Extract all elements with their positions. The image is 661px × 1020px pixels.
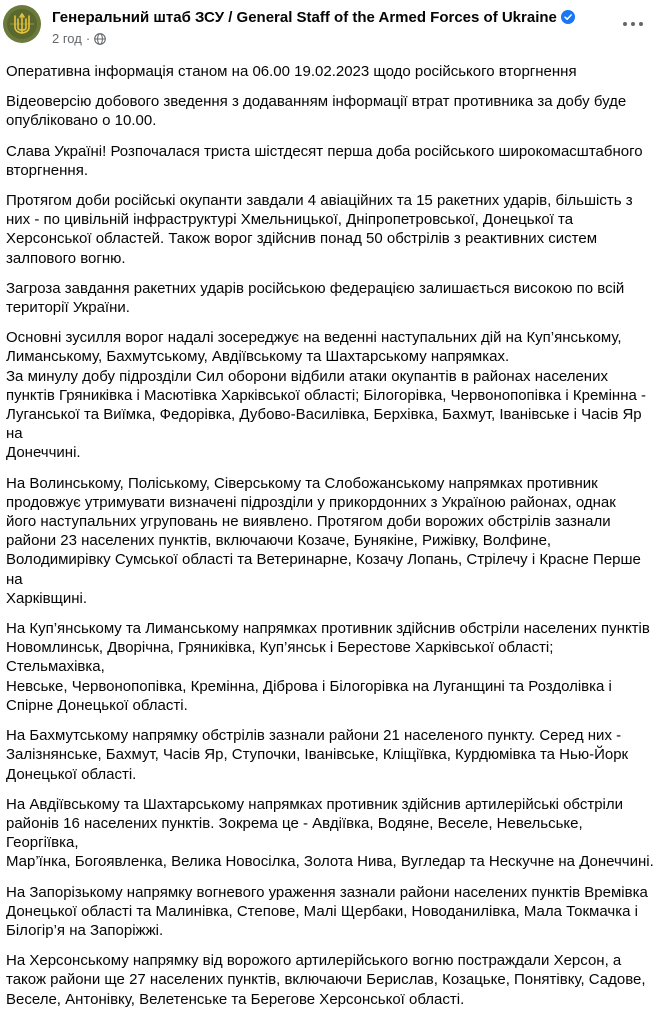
post-line: Слава Україні! Розпочалася триста шістдесят перша доба російського широкомасштабного (6, 142, 643, 160)
post-paragraph (6, 726, 654, 784)
post-line: районів 16 населених пунктів. Зокрема це - Авдіївка, Водяне, Веселе, Невельське, Георгіївка, (6, 814, 583, 852)
post-line: Веселе, Антонівку, Велетенське та Берегове Херсонської області. (6, 990, 465, 1008)
post-paragraph (6, 142, 654, 180)
post-line: На Запорізькому напрямку вогневого ураження зазнали райони населених пунктів Времівка (6, 883, 648, 901)
post-line: Луганської та Виїмка, Федорівка, Дубово-Василівка, Берхівка, Бахмут, Іванівське і Часів Яр на (6, 406, 642, 443)
post-line: райони 23 населених пунктів, включаючи Козаче, Бунякіне, Рижівку, Волфине, (6, 532, 552, 550)
post-line: Новомлинськ, Дворічна, Гряниківка, Куп’янськ і Берестове Харківської області; Стельмахівка, (6, 639, 554, 676)
post-paragraph (6, 92, 654, 130)
meta-separator: · (85, 31, 91, 46)
trident-emblem-icon (3, 5, 41, 43)
post-paragraph (6, 883, 654, 941)
post-meta (52, 31, 106, 47)
post-text (6, 62, 654, 1020)
post-line: Лиманському, Бахмутському, Авдіївському та Шахтарському напрямках. (6, 348, 510, 366)
post-line: На Авдіївському та Шахтарському напрямках противник здійснив артилерійські обстріли (6, 795, 624, 813)
post-line: Загроза завдання ракетних ударів російською федерацією залишається високою по всій (6, 279, 625, 297)
post-line: Володимирівку Сумської області та Ветеринарне, Козачу Лопань, Стрілечу і Красне Перше на (6, 551, 641, 588)
post-line: На Куп’янському та Лиманському напрямках противник здійснив обстріли населених пунктів (6, 620, 650, 638)
post-paragraph (6, 474, 654, 608)
post-line: території України. (6, 299, 130, 317)
post-paragraph (6, 62, 654, 81)
post-paragraph (6, 951, 654, 1009)
verified-icon (561, 10, 575, 24)
post-line: На Волинському, Поліському, Сіверському та Слобожанському напрямках противник (6, 474, 598, 492)
post-paragraph (6, 328, 654, 462)
post-paragraph (6, 191, 654, 268)
post-line: Донеччині. (6, 444, 81, 462)
page-name-link[interactable] (52, 9, 575, 27)
post-line: залпового вогню. (6, 249, 126, 267)
post-line: За минулу добу підрозділи Сил оборони відбили атаки окупантів в районах населених (6, 367, 608, 385)
post-header (0, 0, 661, 56)
more-options-icon[interactable] (618, 14, 648, 34)
post-line: Білогір’я на Запоріжжі. (6, 921, 164, 939)
page-name[interactable]: Генеральний штаб ЗСУ / General Staff of the Armed Forces of Ukraine (52, 9, 557, 26)
post-timestamp[interactable]: 2 год (52, 31, 82, 46)
page-avatar[interactable] (3, 5, 41, 43)
post-line: Оперативна інформація станом на 06.00 19.02.2023 щодо російського вторгнення (6, 63, 577, 80)
post-line: Спірне Донецької області. (6, 696, 188, 714)
post-line: них - по цивільній інфраструктурі Хмельницької, Дніпропетровської, Донецької та (6, 211, 574, 229)
post-line: Невське, Червонопопівка, Кремінна, Діброва і Білогорівка на Луганщині та Роздолівка і (6, 677, 612, 695)
post-line: Залізнянське, Бахмут, Часів Яр, Ступочки, Іванівське, Кліщіївка, Курдюмівка та Нью-Йорк (6, 746, 629, 764)
post-line: Донецької області. (6, 765, 137, 783)
post-line: продовжує утримувати визначені підрозділи у прикордонних з Україною районах, однак (6, 493, 616, 511)
post-line: Харківщині. (6, 589, 88, 607)
post-line: опубліковано о 10.00. (6, 112, 157, 130)
post-line: На Бахмутському напрямку обстрілів зазнали райони 21 населеного пункту. Серед них - (6, 727, 622, 745)
post-line: Херсонської областей. Також ворог здійснив понад 50 обстрілів з реактивних систем (6, 230, 598, 248)
post-paragraph (6, 795, 654, 872)
globe-icon[interactable] (94, 33, 106, 45)
post-line: пунктів Гряниківка і Масютівка Харківської області; Білогорівка, Червонопопівка і Кремінна - (6, 386, 646, 404)
post-line: Відеоверсію добового зведення з додаванням інформації втрат противника за добу буде (6, 93, 627, 111)
post-line: Протягом доби російські окупанти завдали 4 авіаційних та 15 ракетних ударів, більшість з (6, 192, 633, 210)
post-line: також райони ще 27 населених пунктів, включаючи Берислав, Козацьке, Понятівку, Садове, (6, 971, 646, 989)
post-paragraph (6, 279, 654, 317)
post-line: Донецької області та Малинівка, Степове, Малі Щербаки, Новоданилівка, Мала Токмачка і (6, 902, 638, 920)
post-line: його наступальних угруповань не виявлено. Протягом доби ворожих обстрілів зазнали (6, 513, 611, 531)
post-line: Мар’їнка, Богоявленка, Велика Новосілка, Золота Нива, Вугледар та Нескучне на Донеччині. (6, 853, 654, 871)
post-line: На Херсонському напрямку від ворожого артилерійського вогню постраждали Херсон, а (6, 952, 622, 970)
post-line: вторгнення. (6, 161, 88, 179)
post-line: Основні зусилля ворог надалі зосереджує на веденні наступальних дій на Куп’янському, (6, 329, 622, 347)
post-paragraph (6, 619, 654, 715)
